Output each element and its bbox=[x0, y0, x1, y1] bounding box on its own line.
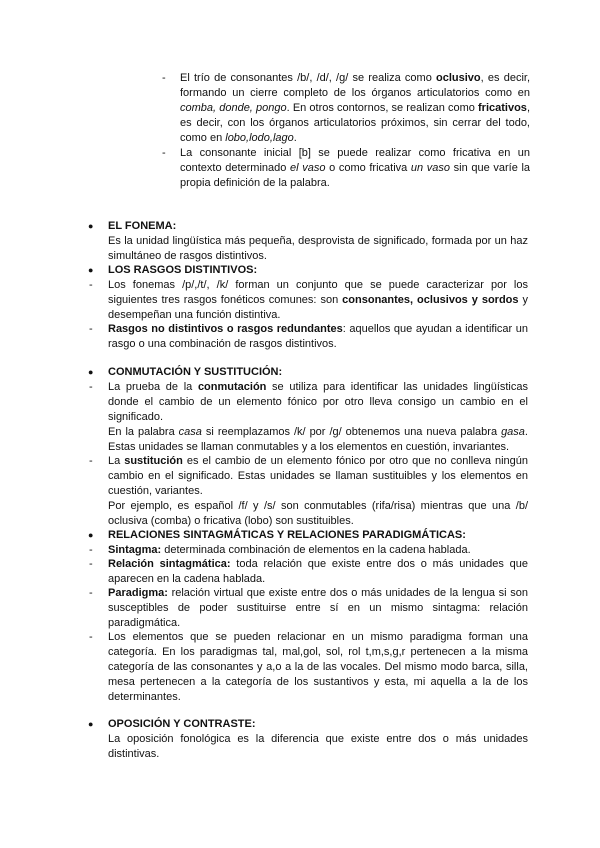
list-item bbox=[162, 71, 530, 146]
dash-marker: - bbox=[89, 544, 93, 556]
section-heading: CONMUTACIÓN Y SUSTITUCIÓN: bbox=[108, 366, 283, 378]
dash-marker: - bbox=[89, 323, 93, 335]
bullet-marker: ● bbox=[88, 221, 94, 231]
list-item bbox=[86, 454, 528, 529]
dash-marker: - bbox=[89, 279, 93, 291]
dash-marker: - bbox=[89, 631, 93, 643]
dash-marker: - bbox=[89, 558, 93, 570]
item-text: El trío de consonantes /b/, /d/, /g/ se realiza como oclusivo, es decir, formando un cierre completo de los órganos articulatorios como en comba, donde, pongo. En otros contornos, se realizan como fricativos, es decir, con los órganos articulatorios próximos, sin cerrar del todo, como en lobo,lodo,lago. bbox=[180, 72, 531, 144]
section-relaciones bbox=[86, 528, 528, 543]
item-text: La prueba de la conmutación se utiliza para identificar las unidades lingüísticas donde el cambio de un elemento fónico por otro lleva consigo un cambio en el significado. bbox=[108, 381, 528, 423]
item-text: Sintagma: determinada combinación de elementos en la cadena hablada. bbox=[108, 544, 471, 556]
section-fonema bbox=[86, 219, 528, 264]
list-item bbox=[86, 630, 528, 705]
list-item bbox=[86, 322, 528, 352]
item-continuation: Por ejemplo, es español /f/ y /s/ son conmutables (rifa/risa) mientras que una /b/ oclusiva (comba) o fricativa (lobo) son sustituibles. bbox=[108, 500, 528, 527]
section-heading: LOS RASGOS DISTINTIVOS: bbox=[108, 264, 258, 276]
list-item bbox=[162, 146, 530, 191]
dash-marker: - bbox=[89, 455, 93, 467]
dash-marker: - bbox=[89, 587, 93, 599]
section-oposicion bbox=[86, 717, 528, 762]
dash-marker: - bbox=[162, 147, 166, 159]
list-item bbox=[86, 278, 528, 323]
section-heading: RELACIONES SINTAGMÁTICAS Y RELACIONES PARADIGMÁTICAS: bbox=[108, 529, 466, 541]
item-text: La sustitución es el cambio de un elemento fónico por otro que no conlleva ningún cambio en el significado. Estas unidades se llaman sustituibles y los elementos en cuestión, variantes. bbox=[108, 455, 528, 497]
section-rasgos bbox=[86, 263, 528, 278]
list-item bbox=[86, 543, 528, 558]
item-text: Los fonemas /p/,/t/, /k/ forman un conjunto que se puede caracterizar por los siguientes tres rasgos fonéticos comunes: son consonantes, oclusivos y sordos y desempeñan una función distintiva. bbox=[108, 279, 529, 321]
bullet-marker: ● bbox=[88, 719, 94, 729]
list-item bbox=[86, 586, 528, 631]
section-body: Es la unidad lingüística más pequeña, desprovista de significado, formada por un haz simultáneo de rasgos distintivos. bbox=[108, 235, 528, 262]
list-item bbox=[86, 380, 528, 455]
section-body: La oposición fonológica es la diferencia que existe entre dos o más unidades distintivas. bbox=[108, 733, 528, 760]
section-heading: EL FONEMA: bbox=[108, 220, 177, 232]
item-text: Los elementos que se pueden relacionar en un mismo paradigma forman una categoría. En los paradigmas tal, mal,gol, sol, rol t,m,s,g,r pertenecen a la misma categoría de las consonantes y a,o a la de las vocales. Del mismo modo barca, silla, mesa pertenecen a la categoría de los sustantivos y esta, mi aquella a la de los determinantes. bbox=[108, 631, 528, 703]
item-text: Paradigma: relación virtual que existe entre dos o más unidades de la lengua si son susceptibles de poder sustituirse entre sí en un mismo sintagma: relación paradigmática. bbox=[108, 587, 528, 629]
item-continuation: En la palabra casa si reemplazamos /k/ por /g/ obtenemos una nueva palabra gasa. Estas unidades se llaman conmutables y a los elementos en cuestión, invariantes. bbox=[108, 426, 528, 453]
dash-marker: - bbox=[162, 72, 166, 84]
list-item bbox=[86, 557, 528, 587]
item-text: Rasgos no distintivos o rasgos redundantes: aquellos que ayudan a identificar un rasgo o una combinación de rasgos distintivos. bbox=[108, 323, 528, 350]
item-text: Relación sintagmática: toda relación que existe entre dos o más unidades que aparecen en la cadena hablada. bbox=[108, 558, 528, 585]
section-heading: OPOSICIÓN Y CONTRASTE: bbox=[108, 718, 256, 730]
bullet-marker: ● bbox=[88, 265, 94, 275]
bullet-marker: ● bbox=[88, 367, 94, 377]
section-conmutacion bbox=[86, 365, 528, 380]
item-text: La consonante inicial [b] se puede realizar como fricativa en un contexto determinado el vaso o como fricativa un vaso sin que varíe la propia definición de la palabra. bbox=[180, 147, 531, 189]
dash-marker: - bbox=[89, 381, 93, 393]
bullet-marker: ● bbox=[88, 530, 94, 540]
